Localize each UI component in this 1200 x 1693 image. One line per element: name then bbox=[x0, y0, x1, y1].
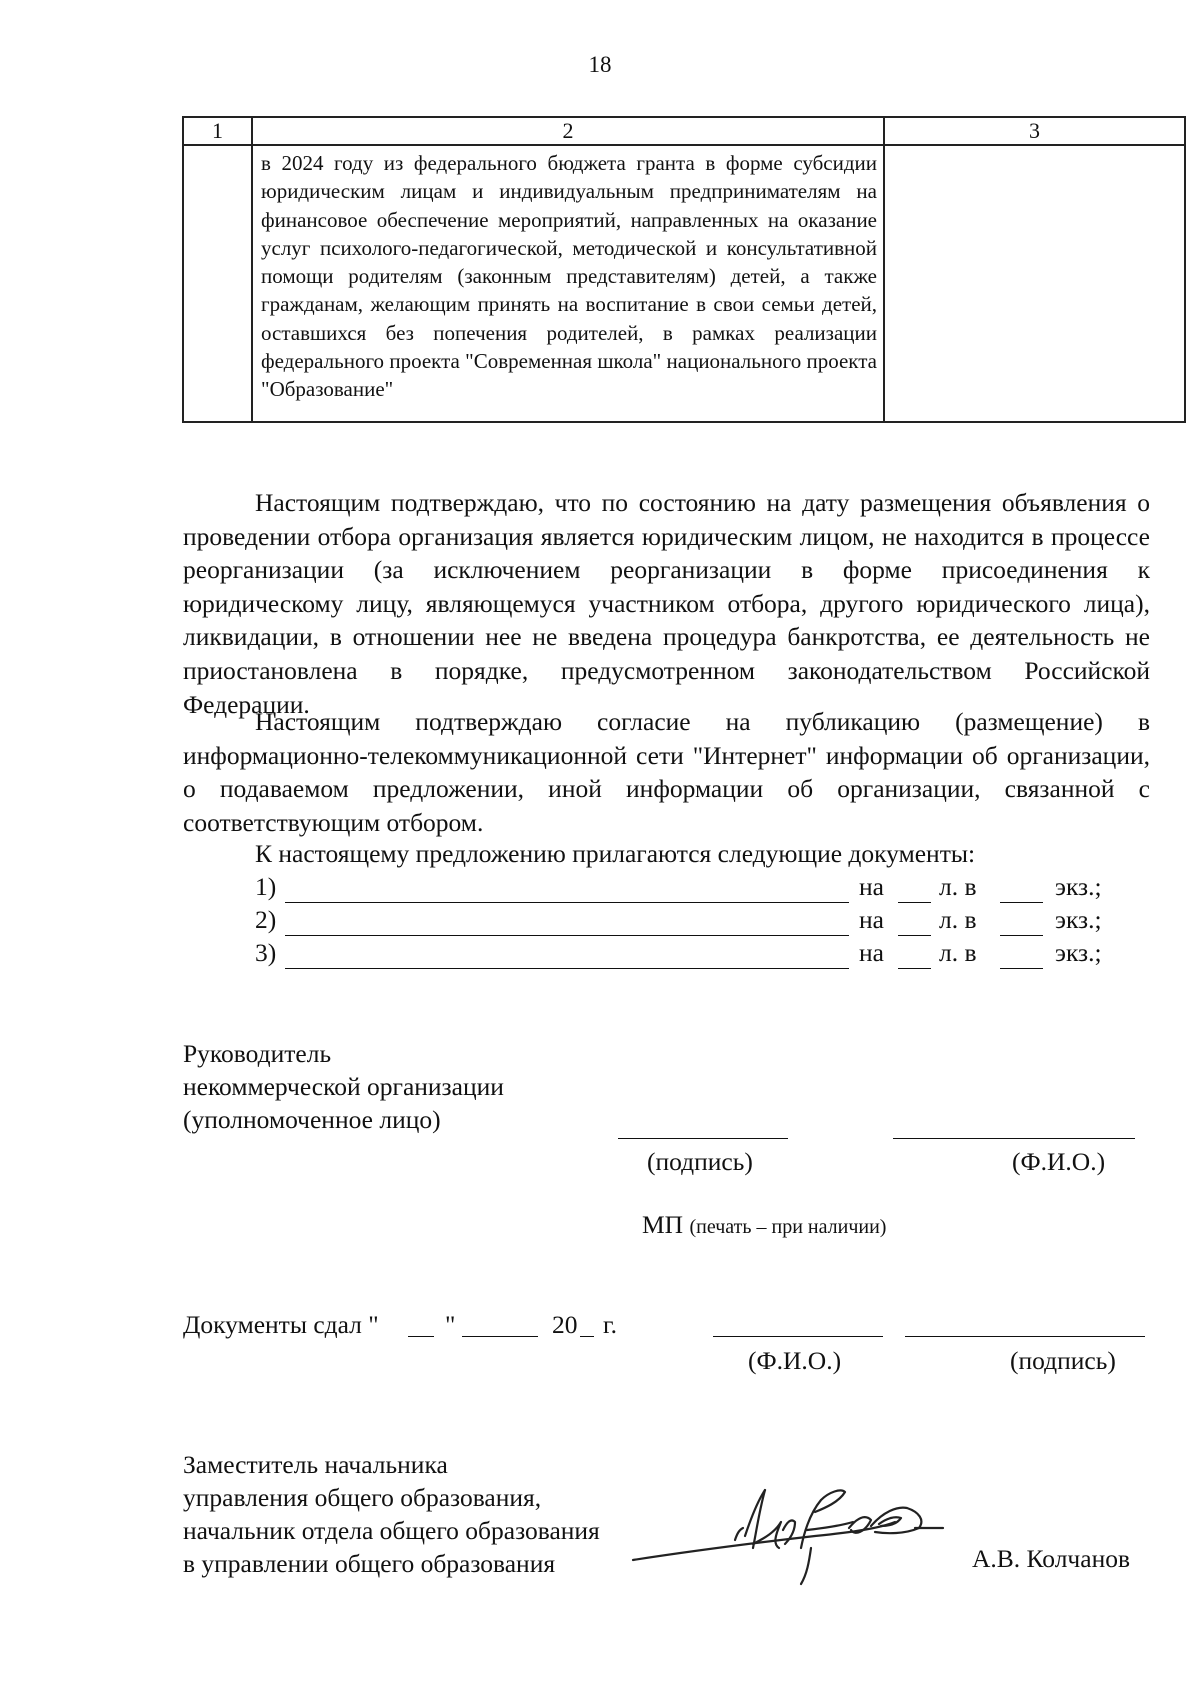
table-header-col-2: 2 bbox=[252, 117, 884, 145]
head-signature-caption: (подпись) bbox=[647, 1147, 753, 1176]
table-cell-col-3 bbox=[884, 145, 1185, 422]
attachment-copies-label: экз.; bbox=[1055, 938, 1102, 967]
head-title-line: Руководитель bbox=[183, 1039, 332, 1068]
attachment-pages-blank bbox=[898, 902, 931, 903]
attachment-name-blank bbox=[285, 968, 849, 969]
attachment-name-blank bbox=[285, 902, 849, 903]
head-title-line: некоммерческой организации bbox=[183, 1072, 504, 1101]
attachment-pages-blank bbox=[898, 968, 931, 969]
submission-fio-line bbox=[713, 1336, 883, 1337]
attachment-pages-label: л. в bbox=[939, 905, 977, 934]
table-cell-col-1 bbox=[183, 145, 252, 422]
submission-month-blank bbox=[462, 1336, 538, 1337]
head-signature-line bbox=[618, 1138, 788, 1139]
submission-fio-caption: (Ф.И.О.) bbox=[748, 1346, 842, 1375]
submission-year-prefix: 20 bbox=[552, 1310, 578, 1339]
consent-paragraph: Настоящим подтверждаю согласие на публикацию (размещение) в информационно-телекоммуникационной сети "Интернет" информации об организации, о подаваемом предложении, иной информации об организации, связанной с соответствующим отбором. bbox=[183, 707, 1150, 837]
stamp-label bbox=[642, 1210, 886, 1240]
attachment-number: 1) bbox=[255, 872, 277, 901]
confirmation-paragraph: Настоящим подтверждаю, что по состоянию на дату размещения объявления о проведении отбора организация является юридическим лицом, не находится в процессе реорганизации (за исключением реорганизации в форме присоединения к юридическому лицу, являющемуся участником отбора, другого юридического лица), ликвидации, в отношении нее не введена процедура банкротства, ее деятельность не приостановлена в порядке, предусмотренном законодательством Российской Федерации. bbox=[183, 488, 1150, 719]
attachment-pages-blank bbox=[898, 935, 931, 936]
signatory-title-block bbox=[183, 1448, 600, 1580]
signatory-title-line: в управлении общего образования bbox=[183, 1549, 556, 1578]
attachment-na-label: на bbox=[859, 905, 884, 934]
signatory-title-line: начальник отдела общего образования bbox=[183, 1516, 600, 1545]
signatory-name: А.В. Колчанов bbox=[972, 1544, 1131, 1573]
attachment-na-label: на bbox=[859, 872, 884, 901]
table-header-col-1: 1 bbox=[183, 117, 252, 145]
signatory-title-line: Заместитель начальника bbox=[183, 1450, 448, 1479]
table-header-row bbox=[183, 117, 1185, 145]
table-cell-grant-description: в 2024 году из федерального бюджета гранта в форме субсидии юридическим лицам и индивидуальным предпринимателям на финансовое обеспечение мероприятий, направленных на оказание услуг психолого-педагогической, методической и консультативной помощи родителям (законным представителям) детей, а также гражданам, желающим принять на воспитание в свои семьи детей, оставшихся без попечения родителей, в рамках реализации федерального проекта "Современная школа" национального проекта "Образование" bbox=[252, 145, 884, 422]
attachment-item bbox=[255, 938, 1115, 968]
attachments-intro: К настоящему предложению прилагаются следующие документы: bbox=[255, 839, 976, 868]
stamp-mp: МП bbox=[642, 1210, 684, 1239]
attachment-copies-blank bbox=[1000, 968, 1043, 969]
attachment-pages-label: л. в bbox=[939, 938, 977, 967]
attachment-number: 3) bbox=[255, 938, 277, 967]
grant-table bbox=[182, 116, 1186, 423]
table-header-col-3: 3 bbox=[884, 117, 1185, 145]
head-title-line: (уполномоченное лицо) bbox=[183, 1105, 441, 1134]
submission-signature-caption: (подпись) bbox=[1010, 1346, 1116, 1375]
signatory-title-line: управления общего образования, bbox=[183, 1483, 542, 1512]
head-fio-caption: (Ф.И.О.) bbox=[1012, 1147, 1106, 1176]
attachment-number: 2) bbox=[255, 905, 277, 934]
attachment-na-label: на bbox=[859, 938, 884, 967]
submission-quote: " bbox=[445, 1310, 456, 1339]
submission-label: Документы сдал " bbox=[183, 1310, 379, 1339]
attachment-copies-label: экз.; bbox=[1055, 905, 1102, 934]
handwritten-signature-image bbox=[625, 1478, 985, 1588]
submission-year-blank bbox=[580, 1336, 594, 1337]
table-row bbox=[183, 145, 1185, 422]
attachment-copies-blank bbox=[1000, 935, 1043, 936]
submission-signature-line bbox=[905, 1336, 1145, 1337]
head-fio-line bbox=[893, 1138, 1135, 1139]
attachment-item bbox=[255, 905, 1115, 935]
submission-day-blank bbox=[408, 1336, 434, 1337]
attachment-copies-label: экз.; bbox=[1055, 872, 1102, 901]
attachment-name-blank bbox=[285, 935, 849, 936]
stamp-note: (печать – при наличии) bbox=[689, 1216, 887, 1238]
attachment-pages-label: л. в bbox=[939, 872, 977, 901]
attachment-copies-blank bbox=[1000, 902, 1043, 903]
page-number: 18 bbox=[588, 52, 612, 77]
head-title-block bbox=[183, 1037, 504, 1136]
submission-year-suffix: г. bbox=[603, 1310, 617, 1339]
attachment-item bbox=[255, 872, 1115, 902]
